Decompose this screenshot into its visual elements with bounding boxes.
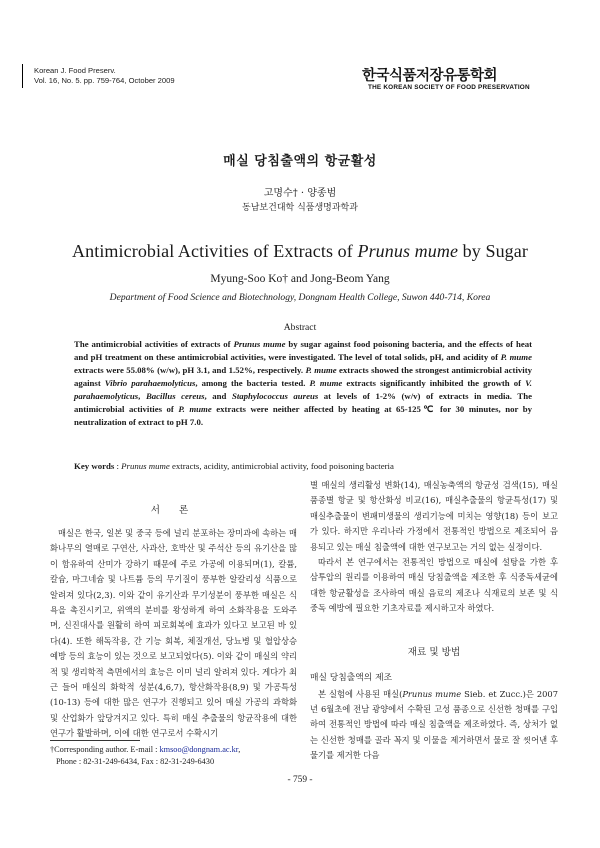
english-title: Antimicrobial Activities of Extracts of Prunus mume by Sugar <box>72 241 528 261</box>
footnote-rule <box>50 740 140 741</box>
introduction-paragraph-2: 따라서 본 연구에서는 전통적인 방법으로 매실에 설탕을 가한 후 삼투압의 원리를 이용하여 매실 당침출액을 제조한 후 식중독세균에 대한 항균활성을 조사하여 매실 음료의 제조나 식재료의 보존 및 식중독 예방에 필요한 기초자료를 제시하고자 하였다. <box>310 557 558 614</box>
society-korean-name: 한국식품저장유통학회 <box>362 68 498 84</box>
methods-heading: 재료 및 방법 <box>407 646 461 658</box>
journal-volume: Vol. 16, No. 5. pp. 759-764, October 2009 <box>34 75 175 85</box>
right-column <box>310 478 558 764</box>
journal-citation <box>34 66 175 85</box>
society-logo <box>362 64 572 94</box>
corresponding-author-footnote: †Corresponding author. E-mail : kmsoo@dongnam.ac.kr, Phone : 82-31-249-6434, Fax : 82-31-249-6430 <box>50 744 310 769</box>
left-column <box>50 503 297 742</box>
korean-affiliation: 동남보건대학 식품생명과학과 <box>242 203 358 213</box>
methods-paragraph: 본 실험에 사용된 매실(Prunus mume Sieb. et Zucc.)은 2007년 6월초에 전남 광양에서 수확된 고성 품종으로 신선한 청매를 구입하여 전통적인 방법에 따라 매실 침출액을 제조하였다. 즉, 상처가 없는 신선한 청매를 골라 꼭지 및 이물을 제거하면서 물로 잘 씻어낸 후 물기를 제거한 다음 <box>310 688 558 761</box>
introduction-heading: 서 론 <box>150 505 197 516</box>
methods-subheading: 매실 당침출액의 제조 <box>310 672 393 683</box>
society-english-name: THE KOREAN SOCIETY OF FOOD PRESERVATION <box>368 84 530 91</box>
journal-name: Korean J. Food Preserv. <box>34 66 116 75</box>
keywords: Key words : Prunus mume extracts, acidity, antimicrobial activity, food poisoning bacteria <box>74 461 394 471</box>
abstract-text: The antimicrobial activities of extracts of Prunus mume by sugar against food poisoning bacteria, and the effects of heat and pH treatment on these antimicrobial activities, were investigated. The level of total solids, pH, and acidity of P. mume extracts were 55.08% (w/w), pH 3.1, and 1.52%, respectively. P. mume extracts showed the strongest antimicrobial activity against Vibrio parahaemolyticus, among the bacteria tested. P. mume extracts significantly inhibited the growth of V. parahaemolyticus, Bacillus cereus, and Staphylococcus aureus at levels of 1-2% (w/v) of extracts in media. The antimicrobial activities of P. mume extracts were neither affected by heating at 65-125℃ for 30 minutes, nor by neutralization of extract to pH 7.0. <box>74 339 532 427</box>
english-affiliation: Department of Food Science and Biotechnology, Dongnam Health College, Suwon 440-714, Korea <box>109 292 491 303</box>
korean-title: 매실 당침출액의 항균활성 <box>223 154 377 169</box>
korean-authors: 고명수† · 양종범 <box>263 188 337 199</box>
author-email-link[interactable]: kmsoo@dongnam.ac.kr <box>159 745 239 754</box>
english-authors: Myung-Soo Ko† and Jong-Beom Yang <box>210 273 390 285</box>
page-number: - 759 - <box>287 775 313 785</box>
journal-rule <box>22 64 23 88</box>
author-phone-fax: Phone : 82-31-249-6434, Fax : 82-31-249-6430 <box>56 757 215 767</box>
abstract-heading: Abstract <box>283 322 317 333</box>
introduction-paragraph: 매실은 한국, 일본 및 중국 등에 널리 분포하는 장미과에 속하는 매화나무의 열매로 구연산, 사과산, 호박산 및 주석산 등의 유기산을 많이 함유하여 산미가 강하기 때문에 주로 가공에 이용되며(1), 칼륨, 칼슘, 마그네슘 및 나트륨 등의 무기질이 풍부한 알칼리성 식품으로 알려져 있다(2,3). 이와 같이 유기산과 무기성분이 풍부한 매실은 식욕을 촉진시키고, 위액의 분비를 왕성하게 하여 소화작용을 도와주며, 신진대사를 원활히 하여 피로회복에 효과가 있다고 보고된 바 있다(4). 또한 해독작용, 간 기능 회복, 체질개선, 당뇨병 및 혈압상승 예방 등의 효능이 있는 것으로 보고되었다(5). 이와 같이 매실의 약리적 및 생리학적 측면에서의 효능은 이미 널리 알려져 있다. 게다가 최근 들어 매실의 화학적 성분(4,6,7), 항산화작용(8,9) 및 가공특성(10-13) 등에 대한 많은 연구가 진행되고 있어 매실 가공의 과학화 및 산업화가 앞당겨지고 있다. 특히 매실 추출물의 항균작용에 대한 연구가 활발하며, 이에 대한 연구로서 수확시기 <box>50 528 297 739</box>
introduction-continued: 별 매실의 생리활성 변화(14), 매실농축액의 항균성 검색(15), 매실 품종별 항균 및 항산화성 비교(16), 매실추출물의 항균특성(17) 및 매실추출물이 변패미생물의 생리기능에 미치는 영향(18) 등이 보고가 있다. 하지만 우리나라 가정에서 전통적인 방법으로 제조되어 음용되고 있는 매실 침출액에 대한 연구보고는 거의 없는 실정이다. <box>310 480 558 552</box>
